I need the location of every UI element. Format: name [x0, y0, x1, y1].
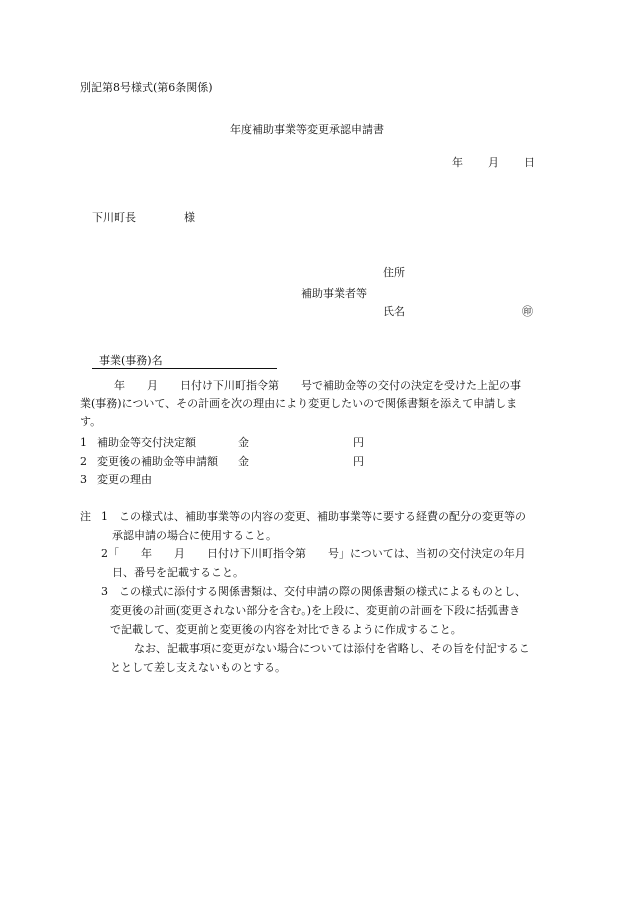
note-line-5: 3 この様式に添付する関係書類は、交付申請の際の関係書類の様式によるものとし、: [101, 585, 526, 598]
item-2-unit: 円: [353, 455, 364, 468]
item-2-number: 2: [80, 455, 87, 468]
notes-header: 注: [80, 510, 91, 523]
note-line-6: 変更後の計画(変更されない部分を含む。)を上段に、変更前の計画を下段に括弧書き: [110, 604, 521, 617]
project-name-field: [92, 344, 277, 369]
addressee-honorific: 様: [184, 211, 195, 224]
addressee-name: 下川町長: [92, 211, 136, 224]
address-label: 住所: [383, 266, 405, 279]
item-1-unit: 円: [353, 436, 364, 449]
applicant-role-label: 補助事業者等: [301, 287, 367, 300]
item-2-currency: 金: [238, 455, 249, 468]
note-line-3: 2「 年 月 日付け下川町指令第 号」については、当初の交付決定の年月: [101, 547, 526, 560]
date-day: 日: [524, 156, 535, 169]
body-line-1: 年 月 日付け下川町指令第 号で補助金等の交付の決定を受けた上記の事: [92, 379, 521, 392]
item-1-currency: 金: [238, 436, 249, 449]
item-3-label: 変更の理由: [97, 473, 152, 486]
body-line-3: す。: [80, 415, 102, 428]
item-1-label: 補助金等交付決定額: [97, 436, 196, 449]
date-month: 月: [488, 156, 499, 169]
name-label: 氏名: [383, 305, 405, 318]
item-1-number: 1: [80, 436, 87, 449]
item-2-label: 変更後の補助金等申請額: [97, 455, 218, 468]
note-line-4: 日、番号を記載すること。: [112, 566, 244, 579]
note-line-9: ととして差し支えないものとする。: [110, 661, 286, 674]
project-name-label: 事業(事務)名: [99, 354, 163, 367]
note-line-1: 1 この様式は、補助事業等の内容の変更、補助事業等に要する経費の配分の変更等の: [101, 510, 526, 523]
document-title: 年度補助事業等変更承認申請書: [230, 123, 384, 136]
note-line-2: 承認申請の場合に使用すること。: [112, 529, 277, 542]
note-line-7: で記載して、変更前と変更後の内容を対比できるように作成すること。: [110, 623, 462, 636]
note-line-8: なお、記載事項に変更がない場合については添付を省略し、その旨を付記するこ: [134, 642, 530, 655]
item-3-number: 3: [80, 473, 87, 486]
form-id: 別記第8号様式(第6条関係): [80, 81, 213, 94]
body-line-2: 業(事務)について、その計画を次の理由により変更したいので関係書類を添えて申請しま: [80, 397, 518, 410]
seal-mark: ㊞: [522, 305, 533, 318]
date-year: 年: [452, 156, 463, 169]
